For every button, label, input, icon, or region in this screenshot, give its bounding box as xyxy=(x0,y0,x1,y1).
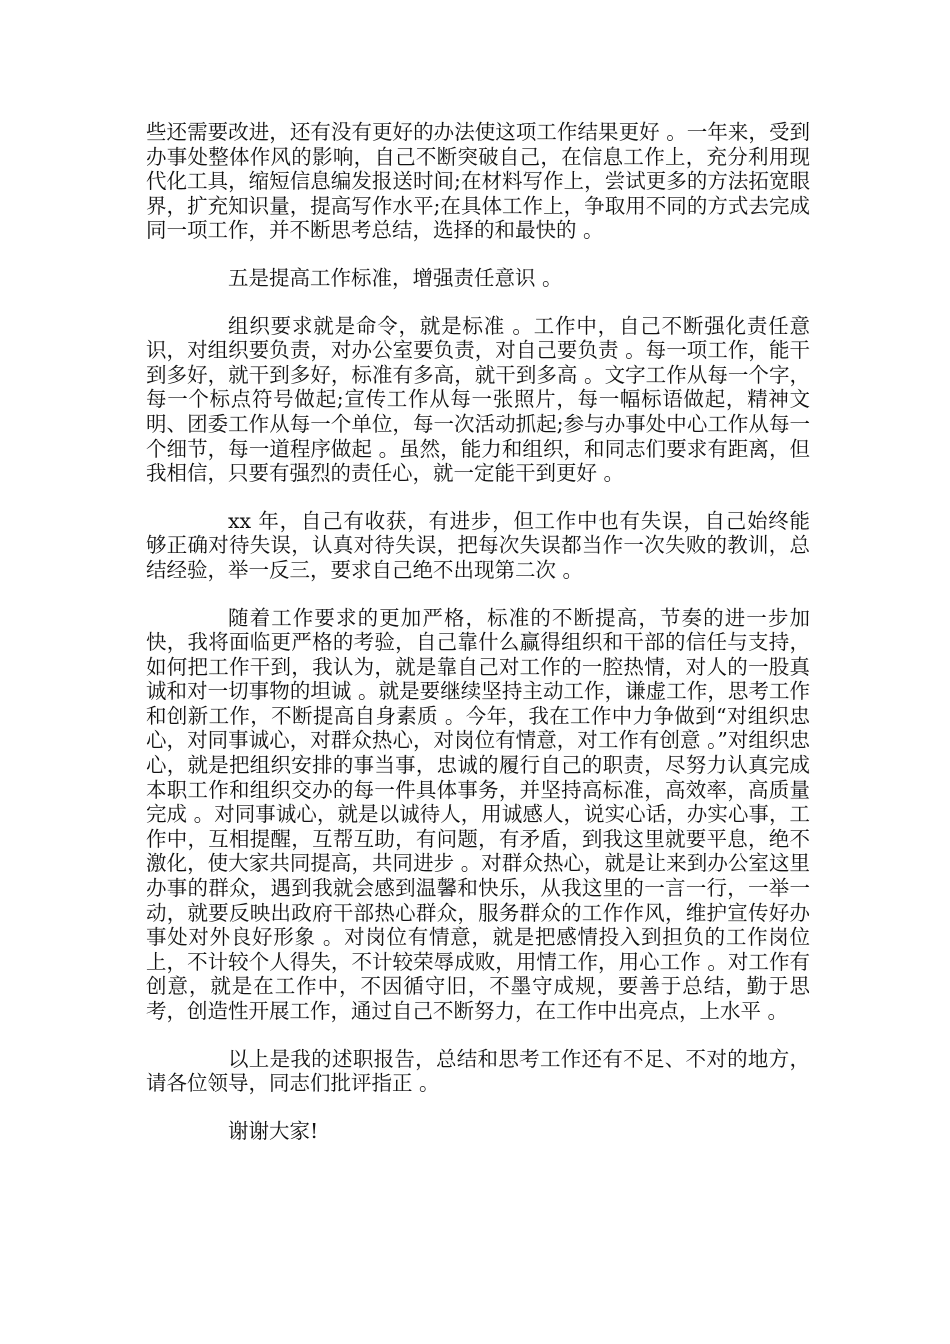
paragraph-outlook: 随着工作要求的更加严格，标准的不断提高，节奏的进一步加快，我将面临更严格的考验，自己靠什么赢得组织和干部的信任与支持，如何把工作干到，我认为，就是靠自己对工作的一腔热情，对人的一股真诚和对一切事物的坦诚 。就是要继续坚持主动工作，谦虚工作，思考工作和创新工作，不断提高自身素质 。今年，我在工作中力争做到“对组织忠心，对同事诚心，对群众热心，对岗位有情意，对工作有创意 。”对组织忠心，就是把组织安排的事当事，忠诚的履行自己的职责，尽努力认真完成本职工作和组织交办的每一件具体事务，并坚持高标准，高效率，高质量完成 。对同事诚心，就是以诚待人，用诚感人，说实心话，办实心事，工作中，互相提醒，互帮互助，有问题，有矛盾，到我这里就要平息，绝不激化，使大家共同提高，共同进步 。对群众热心，就是让来到办公室这里办事的群众，遇到我就会感到温馨和快乐，从我这里的一言一行，一举一动，就要反映出政府干部热心群众，服务群众的工作作风，维护宣传好办事处对外良好形象 。对岗位有情意，就是把感情投入到担负的工作岗位上，不计较个人得失，不计较荣辱成败，用情工作，用心工作 。对工作有创意，就是在工作中，不因循守旧，不墨守成规，要善于总结，勤于思考，创造性开展工作，通过自己不断努力，在工作中出亮点，上水平 。 xyxy=(146,605,810,1023)
paragraph-thanks: 谢谢大家! xyxy=(228,1118,319,1143)
paragraph-continuation: 些还需要改进，还有没有更好的办法使这项工作结果更好 。一年来，受到办事处整体作风的影响，自己不断突破自己，在信息工作上，充分利用现代化工具，缩短信息编发报送时间;在材料写作上，尝试更多的方法拓宽眼界，扩充知识量，提高写作水平;在具体工作上，争取用不同的方式去完成同一项工作，并不断思考总结，选择的和最快的 。 xyxy=(146,120,810,243)
paragraph-conclusion: 以上是我的述职报告，总结和思考工作还有不足、不对的地方，请各位领导，同志们批评指正 。 xyxy=(146,1046,810,1096)
document-body xyxy=(146,120,810,1166)
paragraph-section-heading: 五是提高工作标准，增强责任意识 。 xyxy=(228,265,563,290)
paragraph-mistakes: xx 年，自己有收获，有进步，但工作中也有失误，自己始终能够正确对待失误，认真对待失误，把每次失误都当作一次失败的教训，总结经验，举一反三，要求自己绝不出现第二次 。 xyxy=(146,508,810,582)
paragraph-responsibility: 组织要求就是命令，就是标准 。工作中，自己不断强化责任意识，对组织要负责，对办公室要负责，对自己要负责 。每一项工作，能干到多好，就干到多好，标准有多高，就干到多高 。文字工作从每一个字，每一个标点符号做起;宣传工作从每一张照片，每一幅标语做起，精神文明、团委工作从每一个单位，每一次活动抓起;参与办事处中心工作从每一个细节，每一道程序做起 。虽然，能力和组织，和同志们要求有距离，但我相信，只要有强烈的责任心，就一定能干到更好 。 xyxy=(146,313,810,486)
